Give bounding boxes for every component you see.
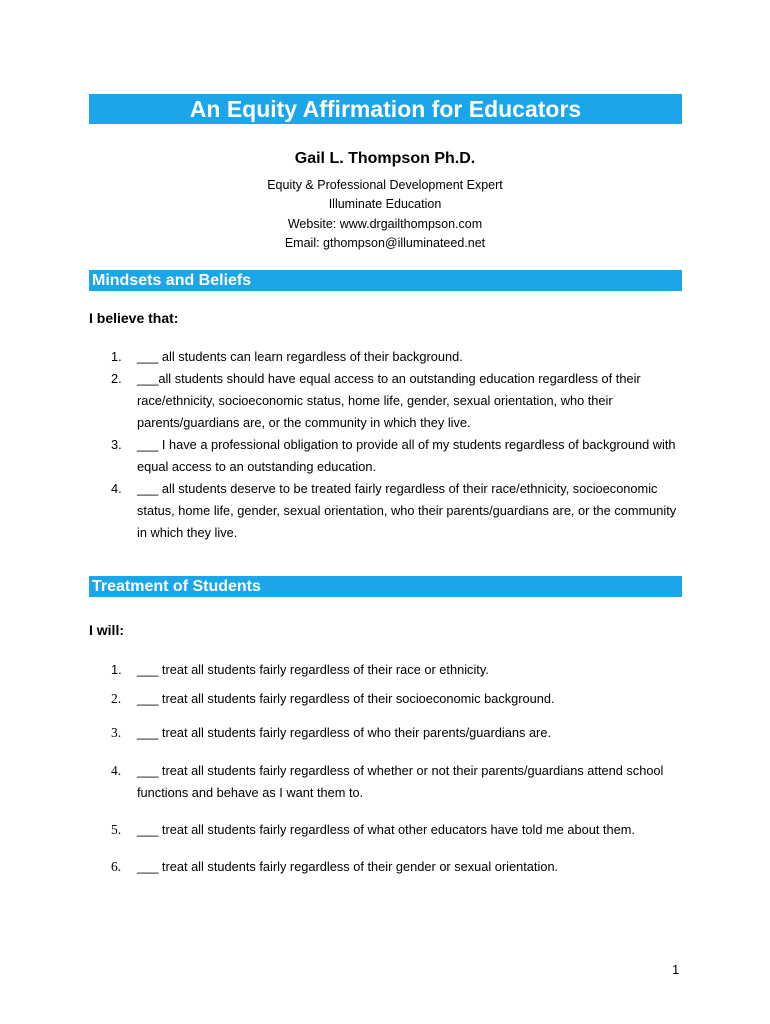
section-heading-treatment: Treatment of Students [89,576,682,597]
list-item-text: ___ treat all students fairly regardless of their socioeconomic background. [137,691,555,706]
mindsets-list [89,346,689,544]
list-item [89,819,689,841]
list-item-text: ___ all students can learn regardless of their background. [137,349,463,364]
list-item-number: 2. [111,691,122,706]
list-item-number: 3. [111,437,122,452]
list-item-text: ___ treat all students fairly regardless of their gender or sexual orientation. [137,859,559,874]
document-title: An Equity Affirmation for Educators [89,94,682,124]
list-item [89,434,689,478]
list-item-text: ___all students should have equal access to an outstanding education regardless of their race/ethnicity, socioeconomic status, home life, gender, sexual orientation, who their parents/guardians are, or the community in which they live. [137,371,641,430]
author-organization: Illuminate Education [328,197,442,212]
mindsets-lead: I believe that: [89,310,179,326]
list-item-number: 3. [111,725,122,740]
list-item-number: 4. [111,481,122,496]
list-item-number: 2. [111,371,122,386]
list-item-number: 5. [111,822,122,837]
list-item-text: ___ treat all students fairly regardless of their race or ethnicity. [137,662,489,677]
list-item [89,688,689,710]
list-item-text: ___ treat all students fairly regardless of who their parents/guardians are. [137,725,551,740]
author-contact-block [0,176,770,253]
list-item [89,856,689,878]
list-item-number: 6. [111,859,122,874]
list-item [89,760,689,804]
author-name: Gail L. Thompson Ph.D. [294,150,476,167]
list-item [89,478,689,544]
author-email: Email: gthompson@illuminateed.net [284,235,486,250]
list-item-text: ___ treat all students fairly regardless of whether or not their parents/guardians attend school functions and behave as I want them to. [137,763,664,800]
treatment-list [89,659,689,878]
list-item-number: 1. [111,662,122,677]
list-item [89,659,689,681]
page-number: 1 [672,962,680,977]
treatment-lead: I will: [89,622,124,638]
list-item [89,368,689,434]
section-heading-mindsets: Mindsets and Beliefs [89,270,682,291]
list-item-number: 4. [111,763,122,778]
list-item-number: 1. [111,349,122,364]
list-item-text: ___ treat all students fairly regardless of what other educators have told me about them. [137,822,635,837]
list-item-text: ___ all students deserve to be treated fairly regardless of their race/ethnicity, socioeconomic status, home life, gender, sexual orientation, who their parents/guardians are, or the community in which they live. [137,481,677,540]
author-role: Equity & Professional Development Expert [267,178,503,192]
list-item [89,722,689,744]
author-website: Website: www.drgailthompson.com [287,216,483,231]
list-item-text: ___ I have a professional obligation to provide all of my students regardless of background with equal access to an outstanding education. [137,437,676,474]
list-item [89,346,689,368]
